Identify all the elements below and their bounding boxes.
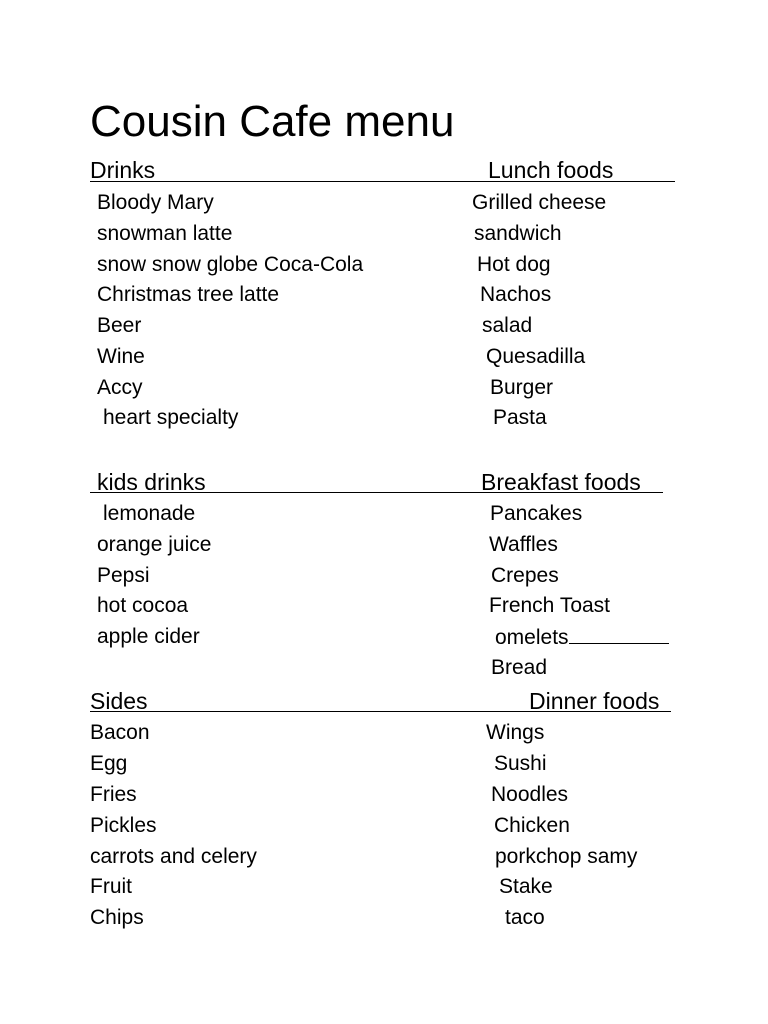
menu-item: Quesadilla: [486, 345, 586, 368]
menu-item-label: omelets: [495, 626, 569, 649]
section-rule-drinks-lunch: [90, 181, 675, 182]
menu-item: Pasta: [493, 406, 547, 429]
menu-item: Waffles: [489, 533, 558, 556]
section-header-drinks: Drinks: [90, 157, 156, 183]
menu-item: snow snow globe Coca-Cola: [97, 253, 364, 276]
section-header-sides: Sides: [90, 688, 148, 714]
menu-item: Sushi: [494, 752, 547, 775]
menu-item: Grilled cheese: [472, 191, 607, 214]
menu-item: Wine: [97, 345, 145, 368]
menu-item: Pancakes: [490, 502, 583, 525]
menu-item: salad: [482, 314, 533, 337]
menu-item: snowman latte: [97, 222, 233, 245]
menu-item: Fruit: [90, 875, 132, 898]
menu-item: Noodles: [491, 783, 569, 806]
menu-item: Bread: [491, 656, 548, 679]
menu-item: apple cider: [97, 625, 200, 648]
section-rule-sides-dinner: [90, 711, 671, 712]
menu-item: carrots and celery: [90, 845, 257, 868]
menu-item: sandwich: [474, 222, 562, 245]
menu-item: Nachos: [480, 283, 552, 306]
menu-item: Accy: [97, 376, 143, 399]
section-header-breakfast-foods: Breakfast foods: [481, 469, 641, 495]
menu-item: Stake: [499, 875, 553, 898]
section-rule-kids-breakfast: [90, 492, 663, 493]
menu-item: Egg: [90, 752, 128, 775]
menu-item: Crepes: [491, 564, 559, 587]
menu-item: Beer: [97, 314, 142, 337]
menu-item: Christmas tree latte: [97, 283, 280, 306]
menu-item: Chips: [90, 906, 144, 929]
menu-item: Bloody Mary: [97, 191, 214, 214]
section-header-kids-drinks: kids drinks: [97, 469, 206, 495]
menu-item: Burger: [490, 376, 554, 399]
menu-item: Chicken: [494, 814, 570, 837]
menu-item: Pepsi: [97, 564, 150, 587]
menu-item: Hot dog: [477, 253, 551, 276]
menu-item: French Toast: [489, 594, 611, 617]
section-header-dinner-foods: Dinner foods: [529, 688, 660, 714]
menu-item: Fries: [90, 783, 137, 806]
menu-item: taco: [505, 906, 545, 929]
page-title: Cousin Cafe menu: [90, 97, 455, 146]
menu-item: heart specialty: [103, 406, 239, 429]
menu-item: Bacon: [90, 721, 150, 744]
menu-item: Wings: [486, 721, 545, 744]
trailing-underline: [569, 624, 669, 644]
menu-item: hot cocoa: [97, 594, 189, 617]
menu-item: Pickles: [90, 814, 157, 837]
menu-item: lemonade: [103, 502, 196, 525]
menu-item: [495, 624, 669, 651]
menu-item: porkchop samy: [495, 845, 638, 868]
section-header-lunch-foods: Lunch foods: [488, 157, 614, 183]
menu-item: orange juice: [97, 533, 212, 556]
